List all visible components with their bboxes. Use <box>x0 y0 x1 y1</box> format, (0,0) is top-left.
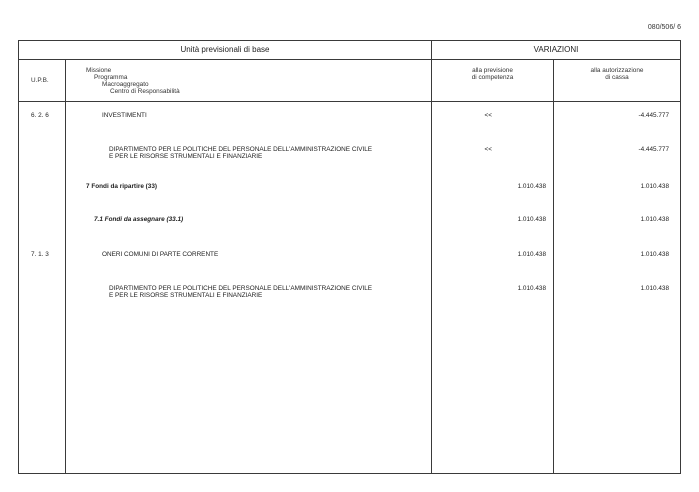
row-description-line1: DIPARTIMENTO PER LE POLITICHE DEL PERSONALE DELL'AMMINISTRAZIONE CIVILE <box>109 285 373 292</box>
row-cassa: -4.445.777 <box>638 146 669 153</box>
row-description-line1: DIPARTIMENTO PER LE POLITICHE DEL PERSONALE DELL'AMMINISTRAZIONE CIVILE <box>109 146 373 153</box>
row-upb: 7. 1. 3 <box>31 251 49 258</box>
row-description: 7 Fondi da ripartire (33) <box>86 183 158 190</box>
header-competenza-line2: di competenza <box>471 74 514 81</box>
row-cassa: -4.445.777 <box>638 112 669 119</box>
row-upb: 6. 2. 6 <box>31 112 49 119</box>
row-description: 7.1 Fondi da assegnare (33.1) <box>94 216 184 223</box>
header-competenza-line1: alla previsione <box>472 67 513 74</box>
page-reference: 080/506/ 6 <box>647 24 681 31</box>
row-description: INVESTIMENTI <box>102 112 147 119</box>
row-competenza: << <box>484 112 492 119</box>
row-competenza: 1.010.438 <box>517 183 546 190</box>
header-cassa-line2: di cassa <box>605 74 629 81</box>
header-upb-label: U.P.B. <box>31 77 49 84</box>
header-missione: Missione <box>86 67 112 74</box>
row-cassa: 1.010.438 <box>640 285 669 292</box>
header-programma: Programma <box>94 74 128 81</box>
row-competenza: 1.010.438 <box>517 216 546 223</box>
row-competenza: 1.010.438 <box>517 285 546 292</box>
row-competenza: 1.010.438 <box>517 251 546 258</box>
row-competenza: << <box>484 146 492 153</box>
row-cassa: 1.010.438 <box>640 251 669 258</box>
row-description: ONERI COMUNI DI PARTE CORRENTE <box>102 251 219 258</box>
header-macroaggregato: Macroaggregato <box>102 81 149 88</box>
row-description-line2: E PER LE RISORSE STRUMENTALI E FINANZIARIE <box>109 153 263 160</box>
row-description-line2: E PER LE RISORSE STRUMENTALI E FINANZIARIE <box>109 292 263 299</box>
header-centro: Centro di Responsabilità <box>110 88 180 95</box>
row-cassa: 1.010.438 <box>640 216 669 223</box>
row-cassa: 1.010.438 <box>640 183 669 190</box>
header-cassa-line1: alla autorizzazione <box>590 67 644 74</box>
header-left-title: Unità previsionali di base <box>180 45 270 54</box>
header-right-title: VARIAZIONI <box>533 45 579 54</box>
